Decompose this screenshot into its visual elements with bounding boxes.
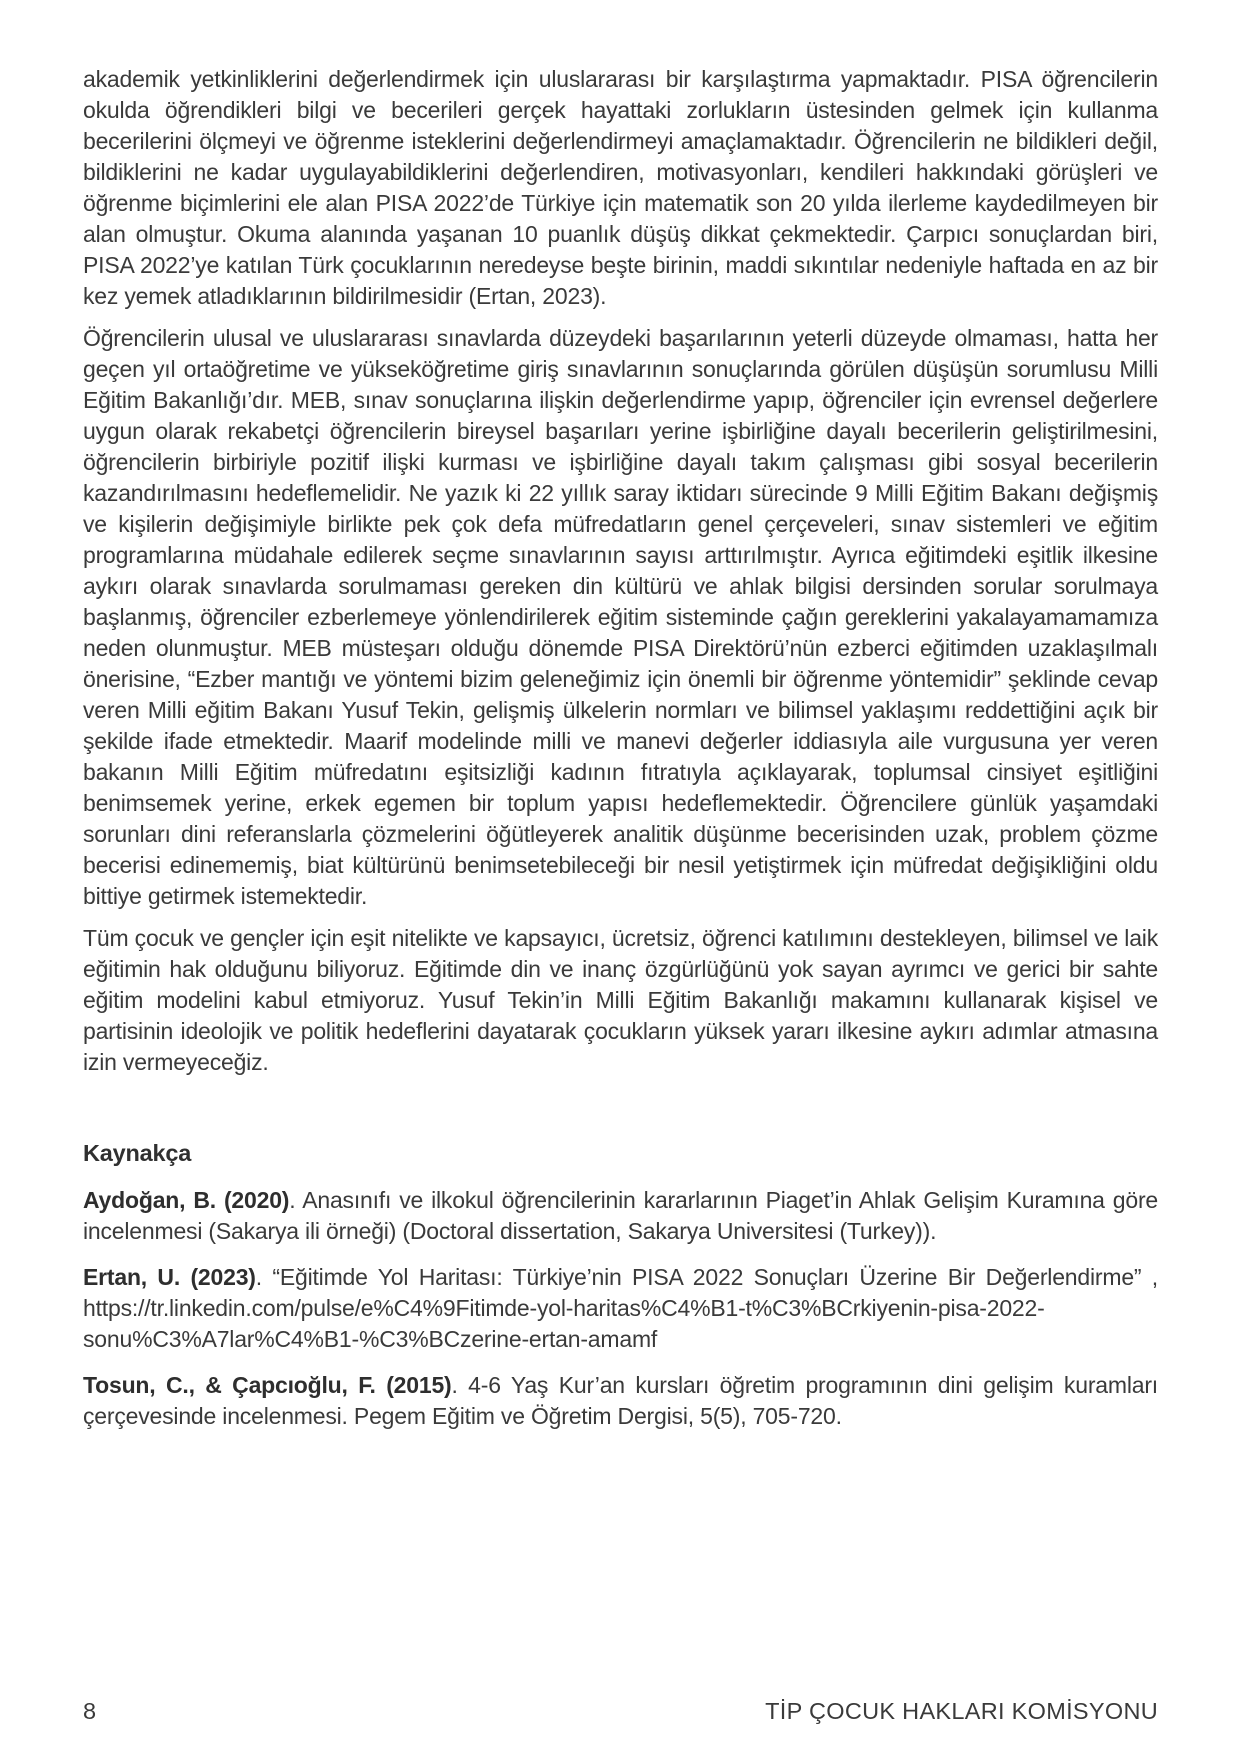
body-paragraph-1: akademik yetkinliklerini değerlendirmek için uluslararası bir karşılaştırma yapmaktadır. PISA öğrencilerin okulda öğrendikleri bilgi ve becerileri gerçek hayattaki zorlukların üstesinden gelmek için kullanma becerilerini ölçmeyi ve öğrenme isteklerini değerlendirmeyi amaçlamaktadır. Öğrencilerin ne bildikleri değil, bildiklerini ne kadar uygulayabildiklerini değerlendiren, motivasyonları, kendileri hakkındaki görüşleri ve öğrenme biçimlerini ele alan PISA 2022’de Türkiye için matematik son 20 yılda ilerleme kaydedilmeyen bir alan olmuştur. Okuma alanında yaşanan 10 puanlık düşüş dikkat çekmektedir. Çarpıcı sonuçlardan biri, PISA 2022’ye katılan Türk çocuklarının neredeyse beşte birinin, maddi sıkıntılar nedeniyle haftada en az bir kez yemek atladıklarının bildirilmesidir (Ertan, 2023). — [83, 66, 1158, 309]
references-heading: Kaynakça — [83, 1140, 192, 1166]
footer-organization: TİP ÇOCUK HAKLARI KOMİSYONU — [765, 1698, 1158, 1724]
reference-entry-ertan — [83, 1262, 1158, 1355]
body-paragraph-3: Tüm çocuk ve gençler için eşit nitelikte ve kapsayıcı, ücretsiz, öğrenci katılımını destekleyen, bilimsel ve laik eğitimin hak olduğunu biliyoruz. Eğitimde din ve inanç özgürlüğünü yok sayan ayrımcı ve gerici bir sahte eğitim modelini kabul etmiyoruz. Yusuf Tekin’in Milli Eğitim Bakanlığı makamını kullanarak kişisel ve partisinin ideolojik ve politik hedeflerini dayatarak çocukların yüksek yararı ilkesine aykırı adımlar atmasına izin vermeyeceğiz. — [83, 925, 1158, 1075]
reference-authors: Tosun, C., & Çapcıoğlu, F. (2015) — [83, 1372, 452, 1398]
page-body — [83, 64, 1158, 1432]
reference-entry-tosun — [83, 1370, 1158, 1432]
reference-text: . “Eğitimde Yol Haritası: Türkiye’nin PISA 2022 Sonuçları Üzerine Bir Değerlendirme” , https://tr.linkedin.com/pulse/e%C4%9Fitimde-yol-haritas%C4%B1-t%C3%BCrkiyenin-pisa-2022-sonu%C3%A7lar%C4%B1-%C3%BCzerine-ertan-amamf — [83, 1264, 1158, 1352]
reference-text: . Anasınıfı ve ilkokul öğrencilerinin kararlarının Piaget’in Ahlak Gelişim Kuramına göre incelenmesi (Sakarya ili örneği) (Doctoral dissertation, Sakarya Universitesi (Turkey)). — [83, 1187, 1159, 1244]
page-number: 8 — [83, 1698, 97, 1724]
reference-entry-aydogan — [83, 1185, 1158, 1247]
reference-authors: Ertan, U. (2023) — [83, 1264, 256, 1290]
reference-text: . 4-6 Yaş Kur’an kursları öğretim programının dini gelişim kuramları çerçevesinde incelenmesi. Pegem Eğitim ve Öğretim Dergisi, 5(5), 705-720. — [83, 1372, 1158, 1429]
page-footer — [83, 1698, 1158, 1724]
body-paragraph-2: Öğrencilerin ulusal ve uluslararası sınavlarda düzeydeki başarılarının yeterli düzeyde olmaması, hatta her geçen yıl ortaöğretime ve yükseköğretime giriş sınavlarının sonuçlarında görülen düşüşün sorumlusu Milli Eğitim Bakanlığı’dır. MEB, sınav sonuçlarına ilişkin değerlendirme yapıp, öğrenciler için evrensel değerlere uygun olarak rekabetçi öğrencilerin bireysel başarıları yerine işbirliğine dayalı becerilerin geliştirilmesini, öğrencilerin birbiriyle pozitif ilişki kurması ve işbirliğine dayalı takım çalışması gibi sosyal becerilerin kazandırılmasını hedeflemelidir. Ne yazık ki 22 yıllık saray iktidarı sürecinde 9 Milli Eğitim Bakanı değişmiş ve kişilerin değişimiyle birlikte pek çok defa müfredatların genel çerçeveleri, sınav sistemleri ve eğitim programlarına müdahale edilerek seçme sınavlarının sayısı arttırılmıştır. Ayrıca eğitimdeki eşitlik ilkesine aykırı olarak sınavlarda sorulmaması gereken din kültürü ve ahlak bilgisi dersinden sorular sorulmaya başlanmış, öğrenciler ezberlemeye yönlendirilerek eğitim sisteminde çağın gereklerini yakalayamamamıza neden olunmuştur. MEB müsteşarı olduğu dönemde PISA Direktörü’nün ezberci eğitimden uzaklaşılmalı önerisine, “Ezber mantığı ve yöntemi bizim geleneğimiz için önemli bir öğrenme yöntemidir” şeklinde cevap veren Milli eğitim Bakanı Yusuf Tekin, gelişmiş ülkelerin normları ve bilimsel yaklaşımı reddettiğini açık bir şekilde ifade etmektedir. Maarif modelinde milli ve manevi değerler iddiasıyla aile vurgusuna yer veren bakanın Milli Eğitim müfredatını eşitsizliği kadının fıtratıyla açıklayarak, toplumsal cinsiyet eşitliğini benimsemek yerine, erkek egemen bir toplum yapısı hedeflemektedir. Öğrencilere günlük yaşamdaki sorunları dini referanslarla çözmelerini öğütleyerek analitik düşünme becerisinden uzak, problem çözme becerisi edinememiş, biat kültürünü benimsetebileceği bir nesil yetiştirmek için müfredat değişikliğini oldu bittiye getirmek istemektedir. — [83, 325, 1158, 909]
reference-authors: Aydoğan, B. (2020) — [83, 1187, 290, 1213]
